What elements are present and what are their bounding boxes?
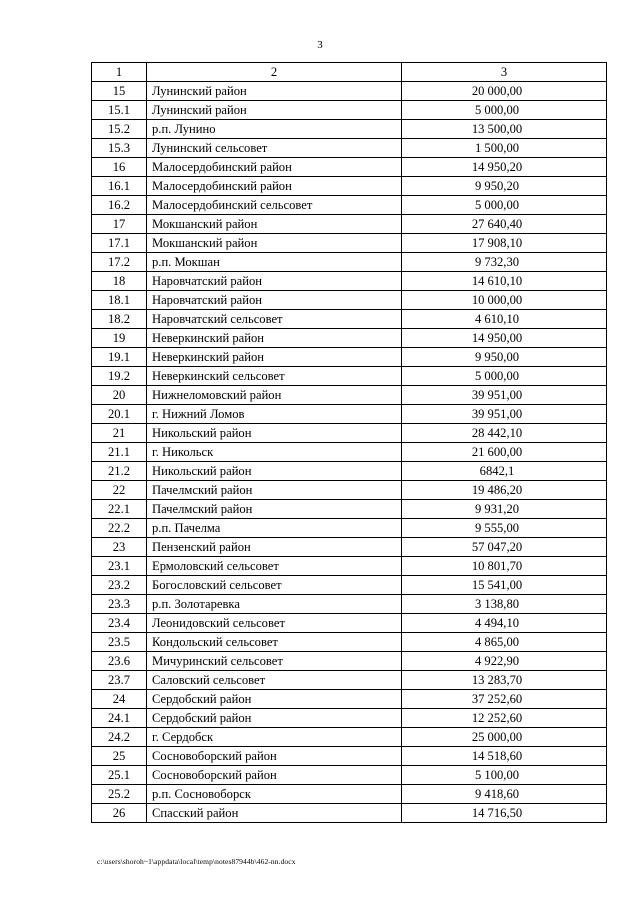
table-row — [92, 386, 607, 405]
row-amount: 39 951,00 — [402, 386, 607, 405]
row-number: 23.4 — [92, 614, 147, 633]
row-number: 16.2 — [92, 196, 147, 215]
table-row — [92, 595, 607, 614]
table-row — [92, 348, 607, 367]
row-amount: 13 283,70 — [402, 671, 607, 690]
row-number: 23.5 — [92, 633, 147, 652]
table-row — [92, 367, 607, 386]
row-amount: 4 494,10 — [402, 614, 607, 633]
table-row — [92, 329, 607, 348]
row-number: 22 — [92, 481, 147, 500]
row-amount: 39 951,00 — [402, 405, 607, 424]
row-name: Малосердобинский район — [147, 177, 402, 196]
table-row — [92, 728, 607, 747]
row-number: 20 — [92, 386, 147, 405]
table-row — [92, 177, 607, 196]
row-name: Пачелмский район — [147, 500, 402, 519]
row-name: Неверкинский район — [147, 348, 402, 367]
budget-table — [91, 62, 607, 823]
row-name: р.п. Лунино — [147, 120, 402, 139]
table-header-row — [92, 63, 607, 82]
row-amount: 14 950,20 — [402, 158, 607, 177]
table-row — [92, 196, 607, 215]
row-amount: 25 000,00 — [402, 728, 607, 747]
row-name: г. Нижний Ломов — [147, 405, 402, 424]
row-amount: 5 000,00 — [402, 196, 607, 215]
row-name: Никольский район — [147, 424, 402, 443]
table-row — [92, 614, 607, 633]
row-name: Сосновоборский район — [147, 747, 402, 766]
row-name: Сосновоборский район — [147, 766, 402, 785]
row-name: Спасский район — [147, 804, 402, 823]
row-amount: 3 138,80 — [402, 595, 607, 614]
row-amount: 14 518,60 — [402, 747, 607, 766]
row-amount: 19 486,20 — [402, 481, 607, 500]
row-number: 24.1 — [92, 709, 147, 728]
row-amount: 13 500,00 — [402, 120, 607, 139]
table-row — [92, 538, 607, 557]
row-number: 23 — [92, 538, 147, 557]
row-amount: 4 922,90 — [402, 652, 607, 671]
row-number: 17.1 — [92, 234, 147, 253]
row-amount: 28 442,10 — [402, 424, 607, 443]
row-name: Мокшанский район — [147, 215, 402, 234]
row-name: Сердобский район — [147, 690, 402, 709]
row-name: р.п. Мокшан — [147, 253, 402, 272]
row-number: 23.7 — [92, 671, 147, 690]
row-number: 17.2 — [92, 253, 147, 272]
column-header-amount: 3 — [402, 63, 607, 82]
table-row — [92, 709, 607, 728]
row-amount: 1 500,00 — [402, 139, 607, 158]
row-number: 21.2 — [92, 462, 147, 481]
table-row — [92, 310, 607, 329]
row-number: 15 — [92, 82, 147, 101]
row-name: Ермоловский сельсовет — [147, 557, 402, 576]
row-amount: 5 100,00 — [402, 766, 607, 785]
row-number: 15.1 — [92, 101, 147, 120]
row-name: Лунинский район — [147, 82, 402, 101]
row-number: 19.1 — [92, 348, 147, 367]
row-number: 25 — [92, 747, 147, 766]
table-row — [92, 405, 607, 424]
row-number: 15.2 — [92, 120, 147, 139]
row-name: Лунинский сельсовет — [147, 139, 402, 158]
table-row — [92, 462, 607, 481]
row-name: Наровчатский район — [147, 272, 402, 291]
row-name: Богословский сельсовет — [147, 576, 402, 595]
row-name: Наровчатский район — [147, 291, 402, 310]
row-name: Леонидовский сельсовет — [147, 614, 402, 633]
table-row — [92, 82, 607, 101]
column-header-name: 2 — [147, 63, 402, 82]
table-row — [92, 272, 607, 291]
row-number: 25.2 — [92, 785, 147, 804]
row-name: р.п. Сосновоборск — [147, 785, 402, 804]
row-number: 21.1 — [92, 443, 147, 462]
row-name: р.п. Золотаревка — [147, 595, 402, 614]
row-amount: 9 931,20 — [402, 500, 607, 519]
row-name: р.п. Пачелма — [147, 519, 402, 538]
row-number: 24.2 — [92, 728, 147, 747]
table-row — [92, 481, 607, 500]
row-amount: 4 610,10 — [402, 310, 607, 329]
table-row — [92, 633, 607, 652]
row-name: Неверкинский район — [147, 329, 402, 348]
row-amount: 14 716,50 — [402, 804, 607, 823]
row-name: Пензенский район — [147, 538, 402, 557]
table-row — [92, 766, 607, 785]
row-amount: 5 000,00 — [402, 367, 607, 386]
row-name: Нижнеломовский район — [147, 386, 402, 405]
row-name: Кондольский сельсовет — [147, 633, 402, 652]
row-amount: 10 801,70 — [402, 557, 607, 576]
table-row — [92, 443, 607, 462]
row-amount: 14 610,10 — [402, 272, 607, 291]
row-amount: 5 000,00 — [402, 101, 607, 120]
row-amount: 9 732,30 — [402, 253, 607, 272]
row-name: Мокшанский район — [147, 234, 402, 253]
row-amount: 9 418,60 — [402, 785, 607, 804]
row-name: Пачелмский район — [147, 481, 402, 500]
table-row — [92, 576, 607, 595]
row-number: 22.1 — [92, 500, 147, 519]
row-name: Лунинский район — [147, 101, 402, 120]
row-name: Наровчатский сельсовет — [147, 310, 402, 329]
table-row — [92, 158, 607, 177]
column-header-number: 1 — [92, 63, 147, 82]
row-number: 23.6 — [92, 652, 147, 671]
row-number: 22.2 — [92, 519, 147, 538]
table-row — [92, 804, 607, 823]
row-number: 23.1 — [92, 557, 147, 576]
table-body — [92, 82, 607, 823]
table-row — [92, 557, 607, 576]
row-name: Сердобский район — [147, 709, 402, 728]
row-name: Мичуринский сельсовет — [147, 652, 402, 671]
table-row — [92, 253, 607, 272]
row-number: 16.1 — [92, 177, 147, 196]
row-number: 19.2 — [92, 367, 147, 386]
table-row — [92, 101, 607, 120]
row-number: 23.3 — [92, 595, 147, 614]
row-name: Саловский сельсовет — [147, 671, 402, 690]
table-row — [92, 291, 607, 310]
row-amount: 17 908,10 — [402, 234, 607, 253]
table-row — [92, 519, 607, 538]
row-amount: 27 640,40 — [402, 215, 607, 234]
row-amount: 4 865,00 — [402, 633, 607, 652]
row-name: Малосердобинский сельсовет — [147, 196, 402, 215]
table-row — [92, 139, 607, 158]
row-amount: 14 950,00 — [402, 329, 607, 348]
row-name: г. Никольск — [147, 443, 402, 462]
row-number: 18 — [92, 272, 147, 291]
row-number: 17 — [92, 215, 147, 234]
table-row — [92, 785, 607, 804]
table-row — [92, 120, 607, 139]
table-row — [92, 500, 607, 519]
table-row — [92, 215, 607, 234]
row-amount: 37 252,60 — [402, 690, 607, 709]
row-amount: 15 541,00 — [402, 576, 607, 595]
row-number: 25.1 — [92, 766, 147, 785]
table-row — [92, 424, 607, 443]
row-amount: 10 000,00 — [402, 291, 607, 310]
table-row — [92, 671, 607, 690]
row-name: Неверкинский сельсовет — [147, 367, 402, 386]
row-number: 24 — [92, 690, 147, 709]
table-row — [92, 652, 607, 671]
row-number: 26 — [92, 804, 147, 823]
row-number: 19 — [92, 329, 147, 348]
row-amount: 12 252,60 — [402, 709, 607, 728]
table-row — [92, 747, 607, 766]
row-number: 23.2 — [92, 576, 147, 595]
table-row — [92, 234, 607, 253]
row-amount: 9 950,00 — [402, 348, 607, 367]
table-row — [92, 690, 607, 709]
row-number: 15.3 — [92, 139, 147, 158]
footer-file-path: c:\users\shoroh~1\appdata\local\temp\notes87944b\462-nn.docx — [97, 857, 296, 866]
row-amount: 9 555,00 — [402, 519, 607, 538]
row-name: Малосердобинский район — [147, 158, 402, 177]
row-amount: 6842,1 — [402, 462, 607, 481]
row-name: Никольский район — [147, 462, 402, 481]
row-amount: 9 950,20 — [402, 177, 607, 196]
row-name: г. Сердобск — [147, 728, 402, 747]
row-number: 21 — [92, 424, 147, 443]
row-number: 16 — [92, 158, 147, 177]
row-amount: 20 000,00 — [402, 82, 607, 101]
row-number: 18.1 — [92, 291, 147, 310]
row-number: 18.2 — [92, 310, 147, 329]
row-amount: 21 600,00 — [402, 443, 607, 462]
row-number: 20.1 — [92, 405, 147, 424]
page-number: 3 — [317, 39, 323, 51]
row-amount: 57 047,20 — [402, 538, 607, 557]
